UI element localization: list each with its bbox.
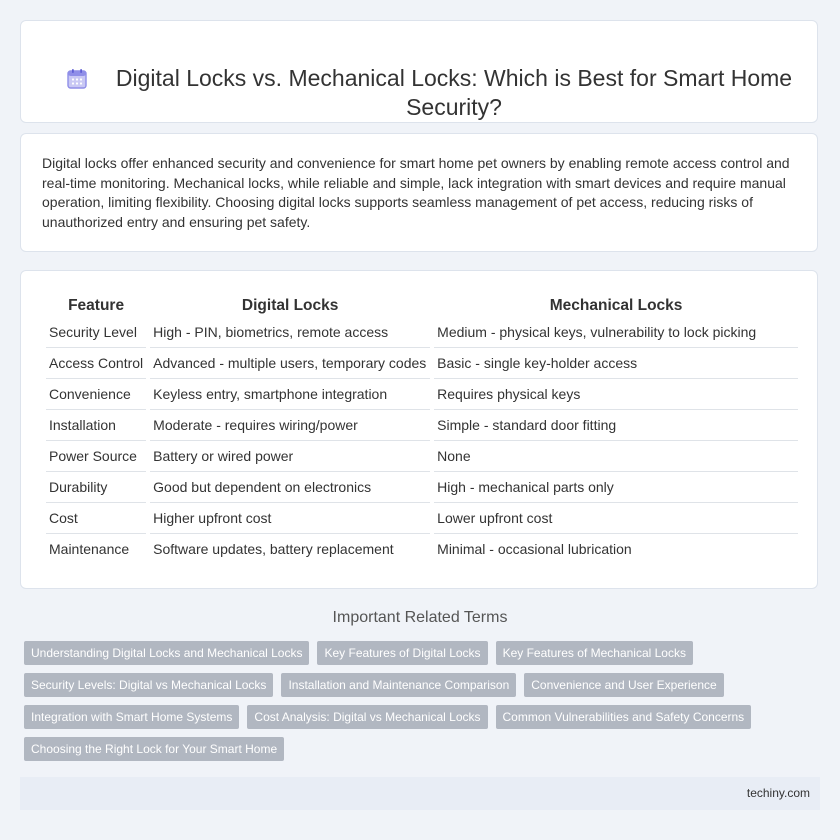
cell-mechanical: Simple - standard door fitting	[434, 410, 798, 441]
cell-digital: Advanced - multiple users, temporary codes	[150, 348, 430, 379]
cell-digital: Moderate - requires wiring/power	[150, 410, 430, 441]
cell-digital: Good but dependent on electronics	[150, 472, 430, 503]
cell-feature: Durability	[46, 472, 146, 503]
intro-paragraph: Digital locks offer enhanced security and convenience for smart home pet owners by enabling remote access control and real-time monitoring. Mechanical locks, while reliable and simple, lack integration with smart devices and require manual operation, limiting flexibility. Choosing digital locks supports seamless management of pet access, reducing risks of unauthorized entry and ensuring pet safety.	[42, 155, 790, 230]
related-terms-list	[24, 641, 804, 761]
cell-mechanical: Requires physical keys	[434, 379, 798, 410]
page-title: Digital Locks vs. Mechanical Locks: Which is Best for Smart Home Security?	[115, 65, 793, 120]
table-row	[46, 348, 798, 379]
table-row	[46, 410, 798, 441]
intro-card	[20, 133, 818, 252]
cell-feature: Security Level	[46, 317, 146, 348]
table-row	[46, 472, 798, 503]
header-feature: Feature	[68, 297, 125, 314]
footer	[20, 777, 820, 810]
table-row	[46, 534, 798, 564]
related-term-tag[interactable]: Key Features of Mechanical Locks	[496, 641, 693, 665]
cell-feature: Cost	[46, 503, 146, 534]
cell-mechanical: Medium - physical keys, vulnerability to lock picking	[434, 317, 798, 348]
table-row	[46, 379, 798, 410]
related-term-tag[interactable]: Security Levels: Digital vs Mechanical Locks	[24, 673, 273, 697]
related-terms-heading: Important Related Terms	[332, 609, 508, 626]
cell-digital: High - PIN, biometrics, remote access	[150, 317, 430, 348]
comparison-table	[42, 295, 802, 564]
cell-feature: Power Source	[46, 441, 146, 472]
table-header-row	[46, 295, 798, 317]
cell-digital: Battery or wired power	[150, 441, 430, 472]
cell-mechanical: Minimal - occasional lubrication	[437, 541, 632, 557]
related-term-tag[interactable]: Integration with Smart Home Systems	[24, 705, 239, 729]
cell-mechanical: Lower upfront cost	[434, 503, 798, 534]
cell-mechanical: Basic - single key-holder access	[434, 348, 798, 379]
related-term-tag[interactable]: Convenience and User Experience	[524, 673, 723, 697]
table-row	[46, 441, 798, 472]
related-term-tag[interactable]: Common Vulnerabilities and Safety Concerns	[496, 705, 752, 729]
related-term-tag[interactable]: Installation and Maintenance Comparison	[281, 673, 516, 697]
related-term-tag[interactable]: Key Features of Digital Locks	[317, 641, 487, 665]
table-row	[46, 503, 798, 534]
cell-digital: Higher upfront cost	[150, 503, 430, 534]
cell-feature: Installation	[46, 410, 146, 441]
related-term-tag[interactable]: Understanding Digital Locks and Mechanical Locks	[24, 641, 309, 665]
comparison-card	[20, 270, 818, 589]
cell-feature: Access Control	[46, 348, 146, 379]
cell-feature: Convenience	[46, 379, 146, 410]
cell-mechanical: None	[434, 441, 798, 472]
cell-digital: Software updates, battery replacement	[153, 541, 394, 557]
title-card	[20, 20, 818, 123]
related-term-tag[interactable]: Choosing the Right Lock for Your Smart Home	[24, 737, 284, 761]
cell-feature: Maintenance	[49, 541, 130, 557]
related-term-tag[interactable]: Cost Analysis: Digital vs Mechanical Locks	[247, 705, 487, 729]
header-mechanical: Mechanical Locks	[549, 297, 683, 314]
calendar-icon	[65, 67, 89, 91]
header-digital: Digital Locks	[241, 297, 339, 314]
site-name[interactable]: techiny.com	[746, 786, 810, 800]
cell-mechanical: High - mechanical parts only	[434, 472, 798, 503]
cell-digital: Keyless entry, smartphone integration	[150, 379, 430, 410]
table-row	[46, 317, 798, 348]
